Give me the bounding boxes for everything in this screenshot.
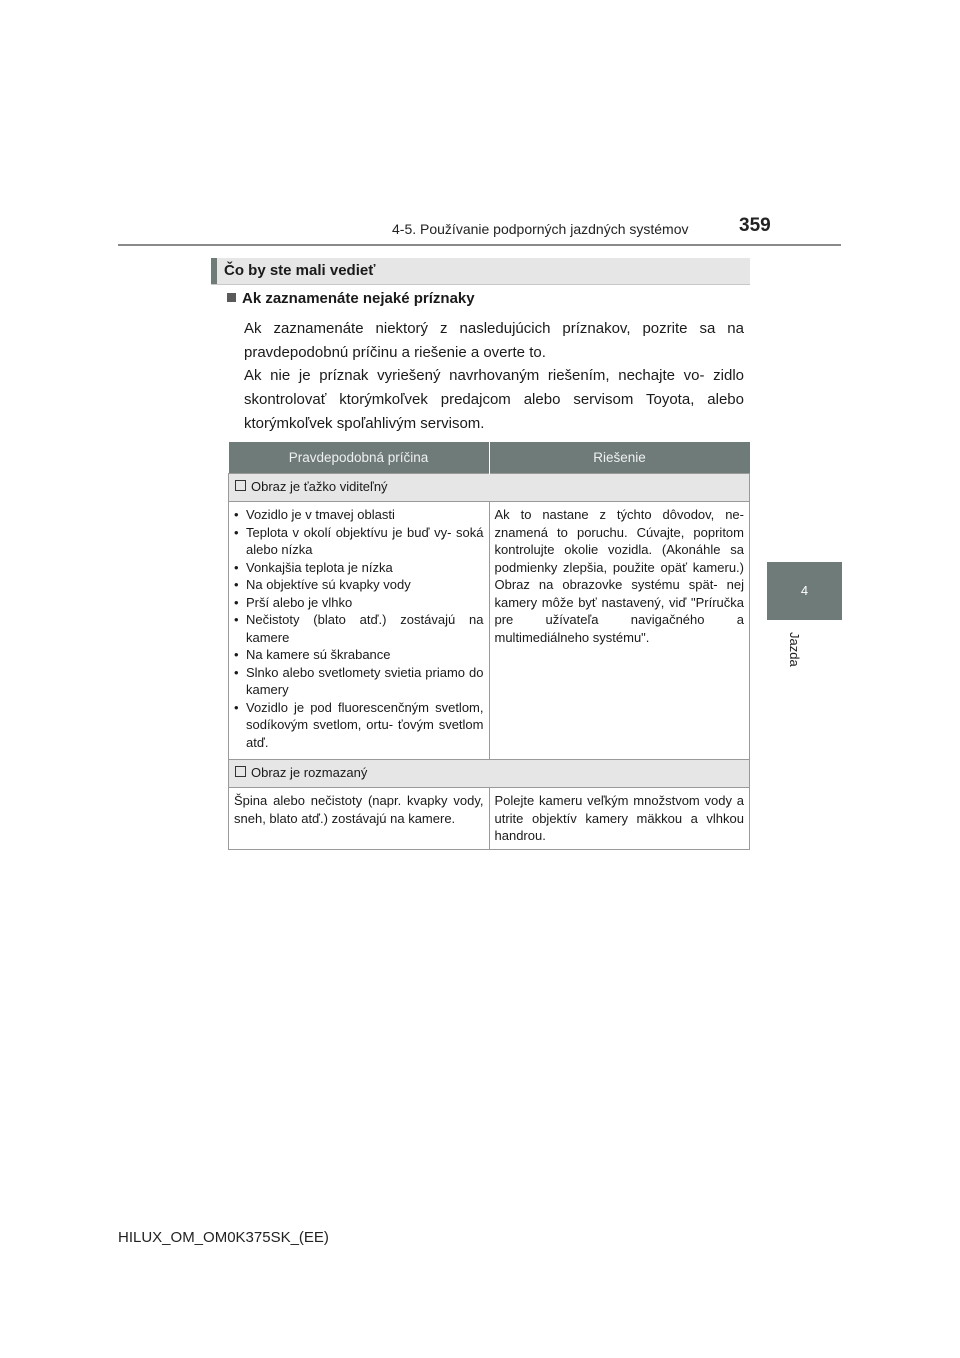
cause-cell — [229, 502, 490, 760]
table-row — [229, 502, 750, 760]
list-item: • Na objektíve sú kvapky vody — [234, 576, 484, 594]
table-header-row — [229, 442, 750, 474]
solution-cell: Polejte kameru veľkým množstvom vody a utrite objektív kamery mäkkou a vlhkou handrou. — [489, 788, 750, 850]
list-item: • Vozidlo je v tmavej oblasti — [234, 506, 484, 524]
table-row — [229, 788, 750, 850]
list-item: • Prší alebo je vlhko — [234, 594, 484, 612]
document-code: HILUX_OM_OM0K375SK_(EE) — [118, 1229, 329, 1246]
list-item: • Nečistoty (blato atď.) zostávajú na kamere — [234, 611, 484, 646]
page-number: 359 — [739, 215, 771, 236]
info-box-accent — [211, 258, 217, 284]
group-row — [229, 760, 750, 788]
list-item: • Na kamere sú škrabance — [234, 646, 484, 664]
group-title: Obraz je ťažko viditeľný — [251, 479, 388, 494]
chapter-tab: 4 — [767, 562, 842, 620]
info-box-title — [211, 258, 750, 285]
info-box-title-text: Čo by ste mali vedieť — [224, 262, 376, 279]
intro-paragraph: Ak zaznamenáte niektorý z nasledujúcich príznakov, pozrite sa na pravdepodobnú príčinu a riešenie a overte to. — [244, 320, 744, 361]
cause-list — [234, 506, 484, 751]
group-title-cell — [229, 760, 750, 788]
checkbox-icon — [235, 480, 246, 491]
header-divider — [118, 244, 841, 246]
list-item: • Slnko alebo svetlomety svietia priamo do kamery — [234, 664, 484, 699]
section-heading — [227, 290, 475, 307]
list-item: • Teplota v okolí objektívu je buď vy- soká alebo nízka — [234, 524, 484, 559]
header-section-title: 4-5. Používanie podporných jazdných systémov — [392, 221, 689, 237]
advice-paragraph: Ak nie je príznak vyriešený navrhovaným riešením, nechajte vo- zidlo skontrolovať ktorýmkoľvek predajcom alebo servisom Toyota, alebo ktorýmkoľvek spoľahlivým servisom. — [244, 367, 744, 432]
list-item: • Vonkajšia teplota je nízka — [234, 559, 484, 577]
list-item: • Vozidlo je pod fluorescenčným svetlom, sodíkovým svetlom, ortu- ťovým svetlom atď. — [234, 699, 484, 752]
symptom-table — [228, 442, 750, 850]
checkbox-icon — [235, 766, 246, 777]
chapter-label: Jazda — [787, 632, 802, 667]
section-heading-text: Ak zaznamenáte nejaké príznaky — [242, 290, 475, 307]
group-title: Obraz je rozmazaný — [251, 765, 368, 780]
square-bullet-icon — [227, 293, 236, 302]
solution-cell: Ak to nastane z týchto dôvodov, ne- znamená to poruchu. Cúvajte, popritom kontrolujte okolie vozidla. (Akonáhle sa podmienky zlepšia, použite opäť kameru.) Obraz na obrazovke systému spät- nej kamery môže byť nastavený, viď "Príručka pre užívateľa navigačného a multimediálneho systému". — [489, 502, 750, 760]
group-row — [229, 474, 750, 502]
column-header-solution: Riešenie — [489, 442, 750, 474]
group-title-cell — [229, 474, 750, 502]
cause-cell: Špina alebo nečistoty (napr. kvapky vody, sneh, blato atď.) zostávajú na kamere. — [229, 788, 490, 850]
column-header-cause: Pravdepodobná príčina — [229, 442, 490, 474]
